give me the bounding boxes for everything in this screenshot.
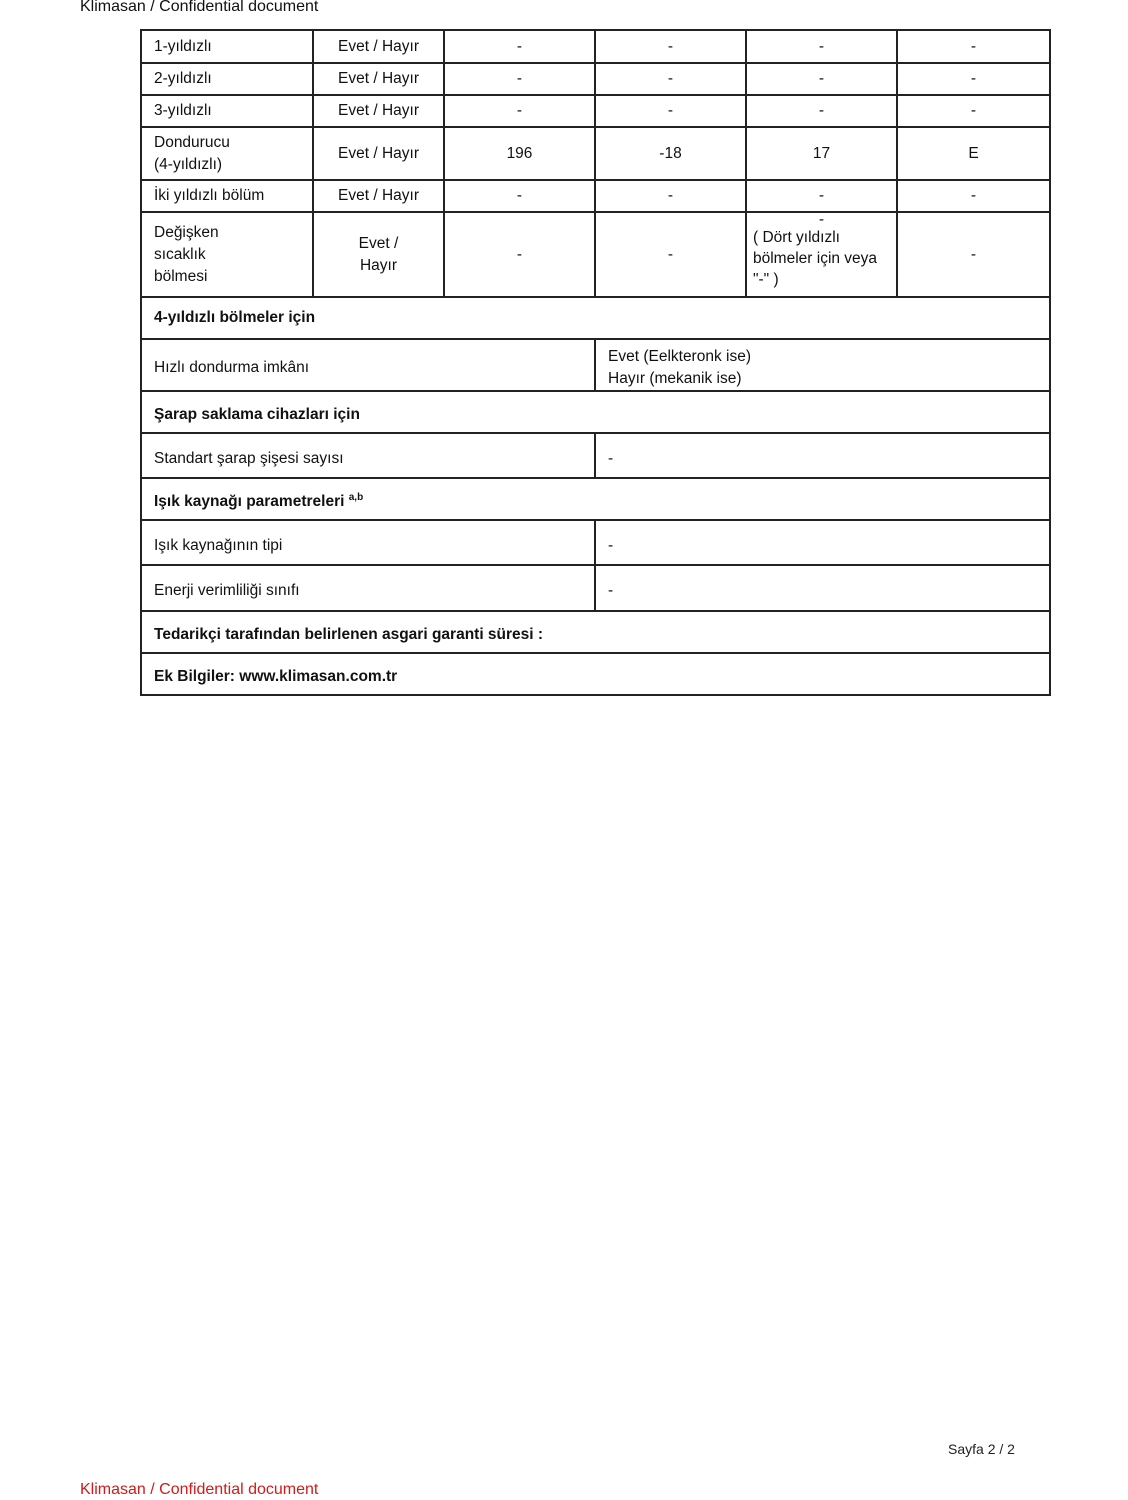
table-row (141, 180, 1050, 212)
wine-bottles-label: Standart şarap şişesi sayısı (141, 433, 595, 478)
compartment-option: Evet / Hayır (313, 63, 444, 95)
compartment-value: - (595, 63, 746, 95)
compartment-value: - (897, 63, 1050, 95)
table-row (141, 212, 1050, 297)
compartment-value: -18 (595, 127, 746, 180)
compartment-value: 196 (444, 127, 595, 180)
compartment-value: - (897, 180, 1050, 212)
compartment-name: İki yıldızlı bölüm (141, 180, 313, 212)
compartment-value: - (897, 212, 1050, 297)
compartment-name: 2-yıldızlı (141, 63, 313, 95)
table-row (141, 653, 1050, 695)
fast-freeze-label: Hızlı dondurma imkânı (141, 339, 595, 391)
compartment-name: 3-yıldızlı (141, 95, 313, 127)
compartment-name: 1-yıldızlı (141, 30, 313, 63)
compartment-note-line: bölmeler için veya (753, 250, 878, 267)
compartment-value: - (444, 212, 595, 297)
compartment-value: - (595, 30, 746, 63)
compartment-option: Evet / Hayır (313, 95, 444, 127)
compartment-note-line: "-" ) (753, 271, 779, 288)
light-heading-text: Işık kaynağı parametreleri (154, 492, 345, 510)
table-row (141, 433, 1050, 478)
fast-freeze-line: Hayır (mekanik ise) (608, 369, 742, 387)
compartment-option: Evet / Hayır (313, 30, 444, 63)
section-row (141, 391, 1050, 433)
compartment-value: - (444, 95, 595, 127)
light-type-label: Işık kaynağının tipi (141, 520, 595, 565)
section-row (141, 478, 1050, 520)
compartment-value-dash: - (818, 212, 825, 228)
compartment-value: - (595, 180, 746, 212)
compartment-name-line: bölmesi (154, 267, 208, 285)
document-header: Klimasan / Confidential document (80, 0, 319, 15)
compartment-name (141, 127, 313, 180)
table-row (141, 339, 1050, 391)
table-row (141, 611, 1050, 653)
compartment-note-line: ( Dört yıldızlı (753, 229, 840, 246)
compartment-value: - (444, 63, 595, 95)
compartment-value: - (746, 95, 897, 127)
fast-freeze-value (595, 339, 1050, 391)
compartment-value: - (444, 30, 595, 63)
compartment-name-line: sıcaklık (154, 245, 206, 263)
compartment-value: - (746, 63, 897, 95)
compartment-value: - (746, 30, 897, 63)
compartment-value-note (746, 212, 897, 297)
compartment-name-line: Dondurucu (154, 133, 230, 151)
compartment-option-line: Hayır (359, 256, 398, 274)
compartment-value: 17 (746, 127, 897, 180)
light-type-value: - (595, 520, 1050, 565)
section-heading-four-star: 4-yıldızlı bölmeler için (141, 297, 1050, 339)
extra-info-text: Ek Bilgiler: www.klimasan.com.tr (141, 653, 1050, 695)
table-row (141, 30, 1050, 63)
light-heading-footnote: a,b (348, 491, 364, 503)
document-footer: Klimasan / Confidential document (80, 1481, 319, 1498)
compartment-value: - (897, 30, 1050, 63)
compartment-value: - (595, 95, 746, 127)
compartment-name (141, 212, 313, 297)
page-number: Sayfa 2 / 2 (948, 1441, 1015, 1457)
compartment-option-line: Evet / (358, 234, 399, 252)
compartment-option (313, 212, 444, 297)
section-row (141, 297, 1050, 339)
product-info-table (140, 29, 1051, 696)
table-row (141, 63, 1050, 95)
warranty-text: Tedarikçi tarafından belirlenen asgari garanti süresi : (141, 611, 1050, 653)
wine-bottles-value: - (595, 433, 1050, 478)
compartment-value: - (444, 180, 595, 212)
fast-freeze-line: Evet (Eelkteronk ise) (608, 347, 751, 365)
efficiency-value: - (595, 565, 1050, 611)
efficiency-label: Enerji verimliliği sınıfı (141, 565, 595, 611)
section-heading-light (141, 478, 1050, 520)
compartment-option: Evet / Hayır (313, 127, 444, 180)
table-row (141, 95, 1050, 127)
table-row (141, 520, 1050, 565)
section-heading-wine: Şarap saklama cihazları için (141, 391, 1050, 433)
compartment-value: E (897, 127, 1050, 180)
compartment-name-line: Değişken (154, 223, 219, 241)
compartment-option: Evet / Hayır (313, 180, 444, 212)
table-row (141, 565, 1050, 611)
table-row (141, 127, 1050, 180)
compartment-value: - (897, 95, 1050, 127)
compartment-name-line: (4-yıldızlı) (154, 155, 223, 173)
compartment-value: - (746, 180, 897, 212)
compartment-value: - (595, 212, 746, 297)
